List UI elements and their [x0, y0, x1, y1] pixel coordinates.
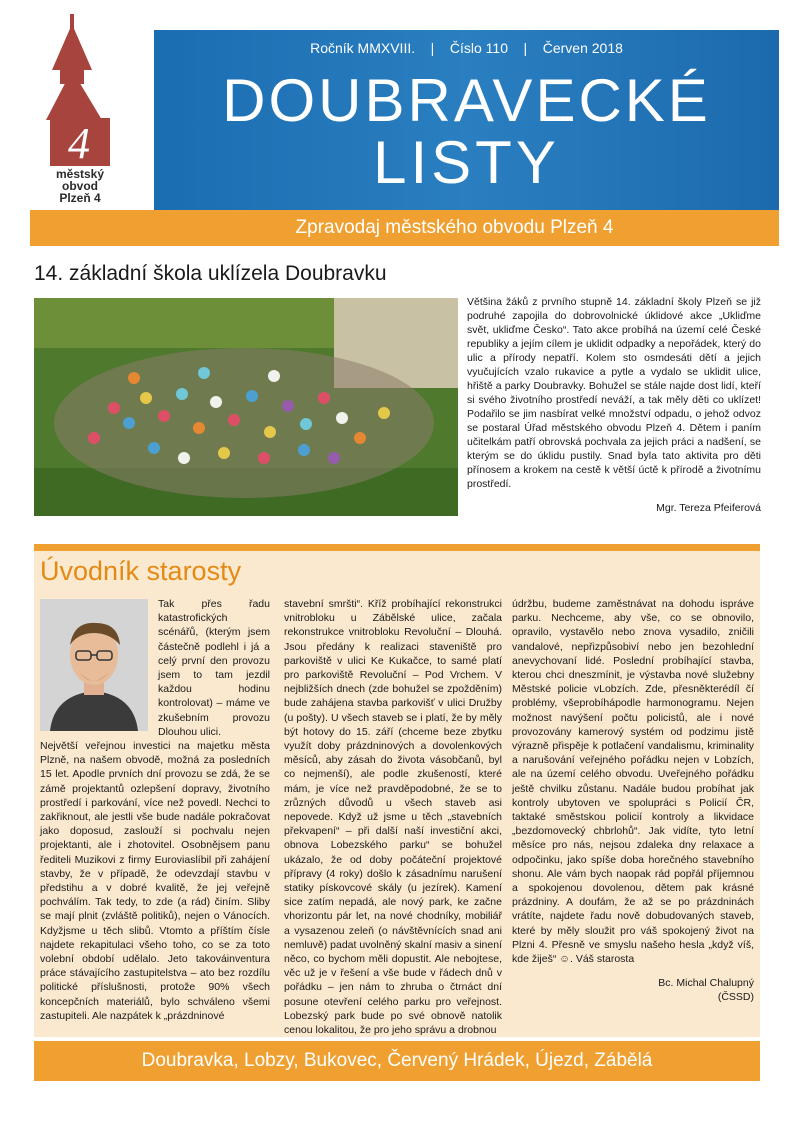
editorial-column-3 [512, 597, 754, 1005]
editorial-paragraph: stavební smršti“. Kříž probíhající rekonstrukci vnitrobloku u Zábělské ulice, začala rekonstrukce vnitrobloku Revoluční – Dlouhá. Jsou předány k realizaci staveniště pro parkoviště v ulici Ke Kukačce, to samé platí pro parkoviště Revoluční – Pod Vrchem. V nejbližších dnech (zde bohužel se zpožděním) bude zahájena stavba parkovišť v ulici Družby (u pošty). U všech staveb se i platí, že by měly být hotovy do 15. září (chceme beze zbytku využít doby prázdninových a dovolenkových měsíců, aby zásah do života vásobčanů, byl co nejmenší), ale podle zkušeností, které mám, je více než pravděpodobné, že se to zrůzných důvodů u všech staveb asi nepovede. Když už jsme u těch „stavebních překvapení“ – při další naší investiční akci, obnova Lobezského parku“ se bohužel ukázalo, že od doby počáteční projektové přípravy (4 roky) došlo k zásadnímu narušení statiky pískovcové skály (u jezírek). Kamení sice zatím nepadá, ale nový park, ke začne vhorizontu pár let, na nové chodníky, mobiliář a vysazenou zeleň (o návštěvnících snad ani nemluvě) padat uvolněný skalní masiv a sinení něco, co bychom měli dopustit. Ale nebojtese, věc už je v řešení a vše bude v řádech dnů v pořádku – jen nám to zhruba o čtrnáct dní posune otevření celého parku pro veřejnost. Lobezský park bude po své obnově natolik cenou lokalitou, že pro jeho správu a drobnou [284, 598, 502, 1037]
editorial-signature: Bc. Michal Chalupný [658, 977, 754, 990]
article-body: Většina žáků z prvního stupně 14. základní školy Plzeň se již podruhé zapojila do dobrovolnické úklidové akce „Ukliďme svět, ukliďme Česko“. Tato akce probíhá na území celé České republiky a jejím cílem je uklidit odpadky a nepořádek, který do ulic a přírody nepatří. Kolem sto osmdesáti dětí a jejich vyučujících vzalo rukavice a pytle a vydalo se uklidit ulice, hřiště a parky Doubravky. Bohužel se stále najde dost lidí, kteří si svého životního prostředí neváží, a tak měly děti co uklízet! Podařilo se jim nasbírat velké množství odpadu, o jehož odvoz se postaral Úřad městského obvodu Plzeň 4. Dětem i paním učitelkám patří obrovská pochvala za jejich práci a nadšení, se kterým se do úklidu pustily. Snad byla tato aktivita pro děti přínosem a krokem na cestě k větší úctě k přírodě a životnímu prostředí. [467, 296, 761, 490]
subtitle-bar: Zpravodaj městského obvodu Plzeň 4 [30, 210, 779, 246]
svg-text:4: 4 [68, 119, 90, 168]
editorial-party: (ČSSD) [717, 991, 754, 1004]
editorial-column-2 [284, 597, 502, 1037]
issue-info: Ročník MMXVIII. | Číslo 110 | Červen 2018 [310, 40, 623, 56]
newspaper-title-line2: LISTY [373, 129, 560, 196]
editorial-column-1 [40, 597, 270, 1023]
editorial-top-bar [34, 544, 760, 551]
editorial-intro: Tak přes řadu katastrofických scénářů, (kterým jsem částečně podlehl i já a celý první den provozu jsem to tam jezdil každou hodinu kontrolovat) – máme ve zkušebním provozu Dlouhou ulici. [158, 598, 270, 738]
newspaper-title-line1: DOUBRAVECKÉ [222, 67, 711, 134]
article-signature: Mgr. Tereza Pfeiferová [656, 502, 761, 514]
group-photo-illustration [34, 298, 458, 516]
masthead [154, 30, 779, 210]
editorial-heading: Úvodník starosty [40, 556, 242, 586]
school-group-photo [34, 298, 458, 516]
editorial-paragraph: údržbu, budeme zaměstnávat na dohodu ispráve parku. Nechceme, aby vše, co se obnovilo, opravilo, vystavělo nebo znova vysadilo, zničili vandalové, nepřizpůsobiví nebo jen bezohlední anevychovaní lidé. Poslední probíhající stavba, kterou chci dneszmínit, je výstavba nové služebny Městské policie vLobzích. Zde, přesněkterédíl čí problémy, všeprobíhápodle harmonogramu. Nejen možnost navýšení počtu policistů, ale i nové provozovány kamerový systém od podzimu jistě výrazně přispěje k potlačení vandalismu, kriminality a narušování veřejného pořádku nejen v Lobzích, ale na území celého obvodu. Uveřejného pořádku ještě chvilku zůstanu. Nadále budou probíhat jak kontroly ubytoven ve spolupráci s Policií ČR, taktaké směstskou policií kontroly a likvidace „bezdomovecký chbrlohů“. Jak vidíte, tyto letní měsíce pro nás, nejsou zdaleka dny relaxace a odpočinku, jako spíše doba horečného stavebního shonu. Ale vám bych naopak rád popřál příjemnou a spokojenou dovolenou, dětem pak krásné prázdniny. A doufám, že až se po prázdninách vrátíte, najdete řadu nově dobudovaných staveb, které by měly sloužit pro váš spokojený život na Plzni 4. Přesně ve smyslu našeho hesla „když víš, kde žiješ“ ☺. Váš starosta [512, 598, 754, 966]
logo-caption: městský obvod Plzeň 4 [55, 167, 105, 205]
editorial-paragraph: Největší veřejnou investici na majetku města Plzně, na našem obvodě, možná za posledních 15 let. Apodle prvních dní provozu se zdá, že se zámě projektantů ozlepšení dopravy, životního prostředí i parkování, více než povedl. Nechci to zakřiknout, ale jestli vše bude nadále pokračovat jako doposud, zaslouží si pochvalu nejen projektanti, ale i zhotovitel. Osobnějsem panu řediteli Muzikovi z firmy Euroviaslíbil při zahájení stavby, že v případě, že odevzdají stavbu v předstihu a v dobré kvalitě, že jej veřejně pochválím. Tak tedy, to zde (a rád) činím. Sliby se mají plnit (zvláště politiků), nejen o Vánocích. Kdyžjsme u těch slibů. Vtomto a příštím čísle najdete rekapitulaci všeho toho, co se za toto volební období udělalo. Jeto takováinventura práce stávajícího zastupitelstva – ato bez rozdílu politické příslušnosti, protože 90% všech koncepčních materiálů, bylo schváleno všemi zastupiteli. Ale nazpátek k „prázdninové [40, 740, 270, 1022]
article-heading: 14. základní škola uklízela Doubravku [34, 262, 387, 285]
footer-districts: Doubravka, Lobzy, Bukovec, Červený Hrádek, Újezd, Zábělá [34, 1041, 760, 1081]
